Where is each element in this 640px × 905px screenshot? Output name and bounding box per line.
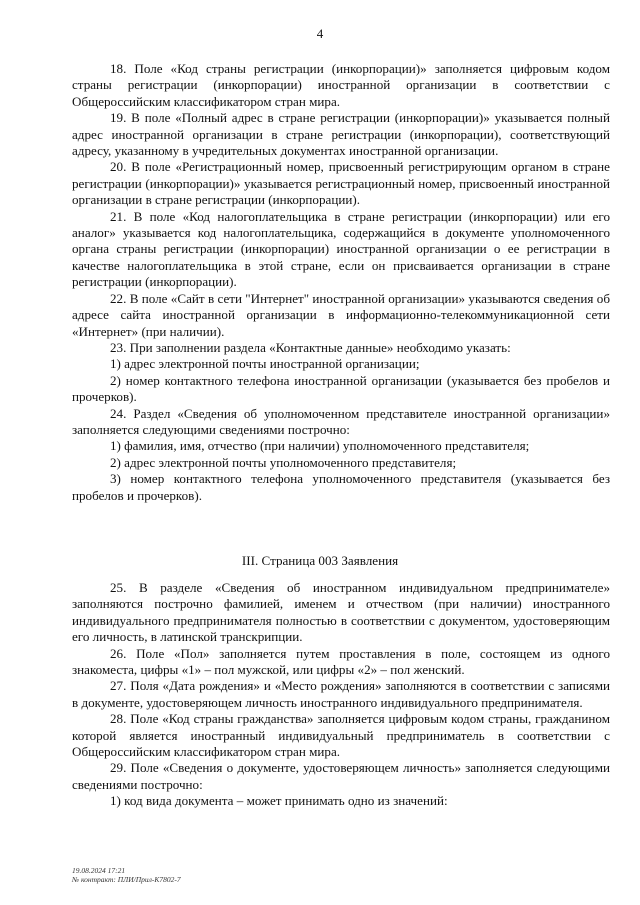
list-item-29-1: 1) код вида документа – может принимать одно из значений: [110, 793, 448, 809]
paragraph-26: 26. Поле «Пол» заполняется путем проставления в поле, состоящем из одного знакоместа, цифры «1» – пол мужской, или цифры «2» – пол женский. [72, 645, 610, 678]
paragraph-24: 24. Раздел «Сведения об уполномоченном представителе иностранной организации» заполняется следующими сведениями построчно: [72, 405, 610, 437]
section-heading: III. Страница 003 Заявления [241, 553, 399, 568]
footer-stamp [72, 866, 181, 884]
body-text-top [72, 61, 610, 504]
body-text-bottom [72, 580, 610, 810]
paragraph-21: 21. В поле «Код налогоплательщика в стране регистрации (инкорпорации) или его аналог» указывается код налогоплательщика, содержащийся в документе уполномоченного органа страны регистрации (инкорпорации) иностранной организации о ее регистрации в качестве налогоплательщика в этой стране, если он присваивается организации в стране регистрации (инкорпорации). [72, 208, 610, 290]
paragraph-20: 20. В поле «Регистрационный номер, присвоенный регистрирующим органом в стране регистрации (инкорпорации)» указывается регистрационный номер, присвоенный иностранной организации в стране регистрации (инкорпорации). [72, 159, 610, 208]
footer-reference: № контракт: ПЛИ/Прил-К7802-7 [72, 875, 181, 884]
paragraph-25: 25. В разделе «Сведения об иностранном индивидуальном предпринимателе» заполняются построчно фамилией, именем и отчеством (при наличии) иностранного индивидуального предпринимателя полностью в соответствии с документом, удостоверяющим его личность, в латинской транскрипции. [72, 580, 610, 645]
list-item-24-2: 2) адрес электронной почты уполномоченного представителя; [110, 454, 457, 470]
paragraph-27: 27. Поля «Дата рождения» и «Место рождения» заполняются в соответствии с записями в документе, удостоверяющем личность иностранного индивидуального предпринимателя. [72, 678, 610, 710]
paragraph-19: 19. В поле «Полный адрес в стране регистрации (инкорпорации)» указывается полный адрес иностранной организации в стране регистрации (инкорпорации), соответствующий адресу, указанному в учредительных документах иностранной организации. [72, 110, 610, 159]
paragraph-23: 23. При заполнении раздела «Контактные данные» необходимо указать: [110, 339, 511, 355]
paragraph-29: 29. Поле «Сведения о документе, удостоверяющем личность» заполняется следующими сведениями построчно: [72, 760, 610, 792]
list-item-23-1: 1) адрес электронной почты иностранной организации; [110, 356, 420, 372]
paragraph-28: 28. Поле «Код страны гражданства» заполняется цифровым кодом страны, гражданином которой является иностранный индивидуальный предприниматель в соответствии с Общероссийским классификатором стран мира. [72, 711, 610, 760]
paragraph-22: 22. В поле «Сайт в сети "Интернет" иностранной организации» указываются сведения об адресе сайта иностранной организации в информационно-телекоммуникационной сети «Интернет» (при наличии). [72, 290, 610, 339]
list-item-24-3: 3) номер контактного телефона уполномоченного представителя (указывается без пробелов и прочерков). [72, 471, 610, 503]
page-number: 4 [316, 26, 324, 41]
list-item-24-1: 1) фамилия, имя, отчество (при наличии) уполномоченного представителя; [110, 438, 530, 454]
paragraph-18: 18. Поле «Код страны регистрации (инкорпорации)» заполняется цифровым кодом страны регистрации (инкорпорации) иностранной организации в соответствии с Общероссийским классификатором стран мира. [72, 61, 610, 109]
footer-timestamp: 19.08.2024 17:21 [72, 866, 126, 875]
list-item-23-2: 2) номер контактного телефона иностранной организации (указывается без пробелов и прочерков). [72, 372, 610, 405]
